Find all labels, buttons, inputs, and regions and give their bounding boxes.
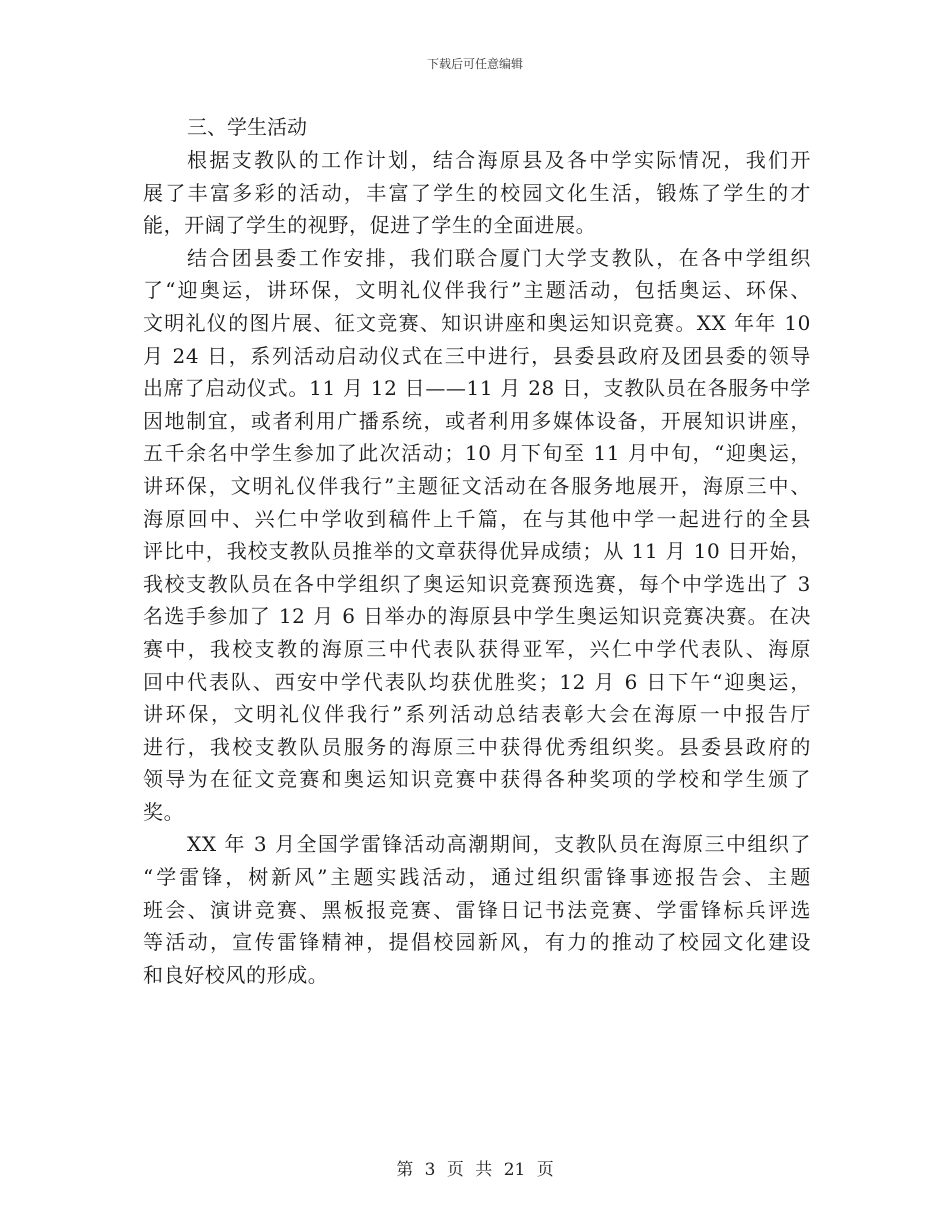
text-line: 出席了启动仪式。11 月 12 日——11 月 28 日，支教队员在各服务中学	[143, 376, 811, 401]
text-line: 班会、演讲竞赛、黑板报竞赛、雷锋日记书法竞赛、学雷锋标兵评选	[143, 897, 811, 922]
document-body	[143, 111, 811, 991]
text-line: 了“迎奥运，讲环保，文明礼仪伴我行”主题活动，包括奥运、环保、	[143, 278, 811, 303]
paragraph-container	[143, 144, 811, 991]
text-line: 和良好校风的形成。	[143, 962, 329, 987]
text-line: 月 24 日，系列活动启动仪式在三中进行，县委县政府及团县委的领导	[143, 343, 811, 368]
paragraph	[143, 828, 811, 991]
text-line: 等活动，宣传雷锋精神，提倡校园新风，有力的推动了校园文化建设	[143, 930, 811, 955]
page-number: 第 3 页 共 21 页	[396, 1160, 554, 1180]
text-line: 讲环保，文明礼仪伴我行”主题征文活动在各服务地展开，海原三中、	[143, 473, 811, 498]
text-line: 我校支教队员在各中学组织了奥运知识竞赛预选赛，每个中学选出了 3	[143, 571, 811, 596]
text-line: 能，开阔了学生的视野，促进了学生的全面进展。	[143, 213, 597, 238]
text-line: 回中代表队、西安中学代表队均获优胜奖；12 月 6 日下午“迎奥运，	[143, 669, 811, 694]
text-line: 五千余名中学生参加了此次活动；10 月下旬至 11 月中旬，“迎奥运，	[143, 441, 811, 466]
text-line: XX 年 3 月全国学雷锋活动高潮期间，支教队员在海原三中组织了	[187, 832, 811, 857]
text-line: 因地制宜，或者利用广播系统，或者利用多媒体设备，开展知识讲座，	[143, 408, 811, 433]
text-line: 海原回中、兴仁中学收到稿件上千篇，在与其他中学一起进行的全县	[143, 506, 811, 531]
page-header: 下载后可任意编辑	[426, 57, 523, 71]
text-line: 领导为在征文竞赛和奥运知识竞赛中获得各种奖项的学校和学生颁了	[143, 767, 811, 792]
text-line: 赛中，我校支教的海原三中代表队获得亚军，兴仁中学代表队、海原	[143, 636, 811, 661]
text-line: 结合团县委工作安排，我们联合厦门大学支教队，在各中学组织	[187, 245, 811, 270]
text-line: 进行，我校支教队员服务的海原三中获得优秀组织奖。县委县政府的	[143, 734, 811, 759]
text-line: “学雷锋，树新风”主题实践活动，通过组织雷锋事迹报告会、主题	[143, 865, 811, 890]
paragraph	[143, 144, 811, 242]
text-line: 展了丰富多彩的活动，丰富了学生的校园文化生活，锻炼了学生的才	[143, 180, 811, 205]
paragraph	[143, 242, 811, 829]
text-line: 讲环保，文明礼仪伴我行”系列活动总结表彰大会在海原一中报告厅	[143, 702, 811, 727]
section-title: 三、学生活动	[187, 115, 307, 139]
text-line: 文明礼仪的图片展、征文竞赛、知识讲座和奥运知识竞赛。XX 年年 10	[143, 310, 811, 335]
text-line: 名选手参加了 12 月 6 日举办的海原县中学生奥运知识竞赛决赛。在决	[143, 604, 811, 629]
text-line: 奖。	[143, 799, 185, 824]
text-line: 评比中，我校支教队员推举的文章获得优异成绩；从 11 月 10 日开始，	[143, 539, 811, 564]
text-line: 根据支教队的工作计划，结合海原县及各中学实际情况，我们开	[187, 148, 811, 172]
